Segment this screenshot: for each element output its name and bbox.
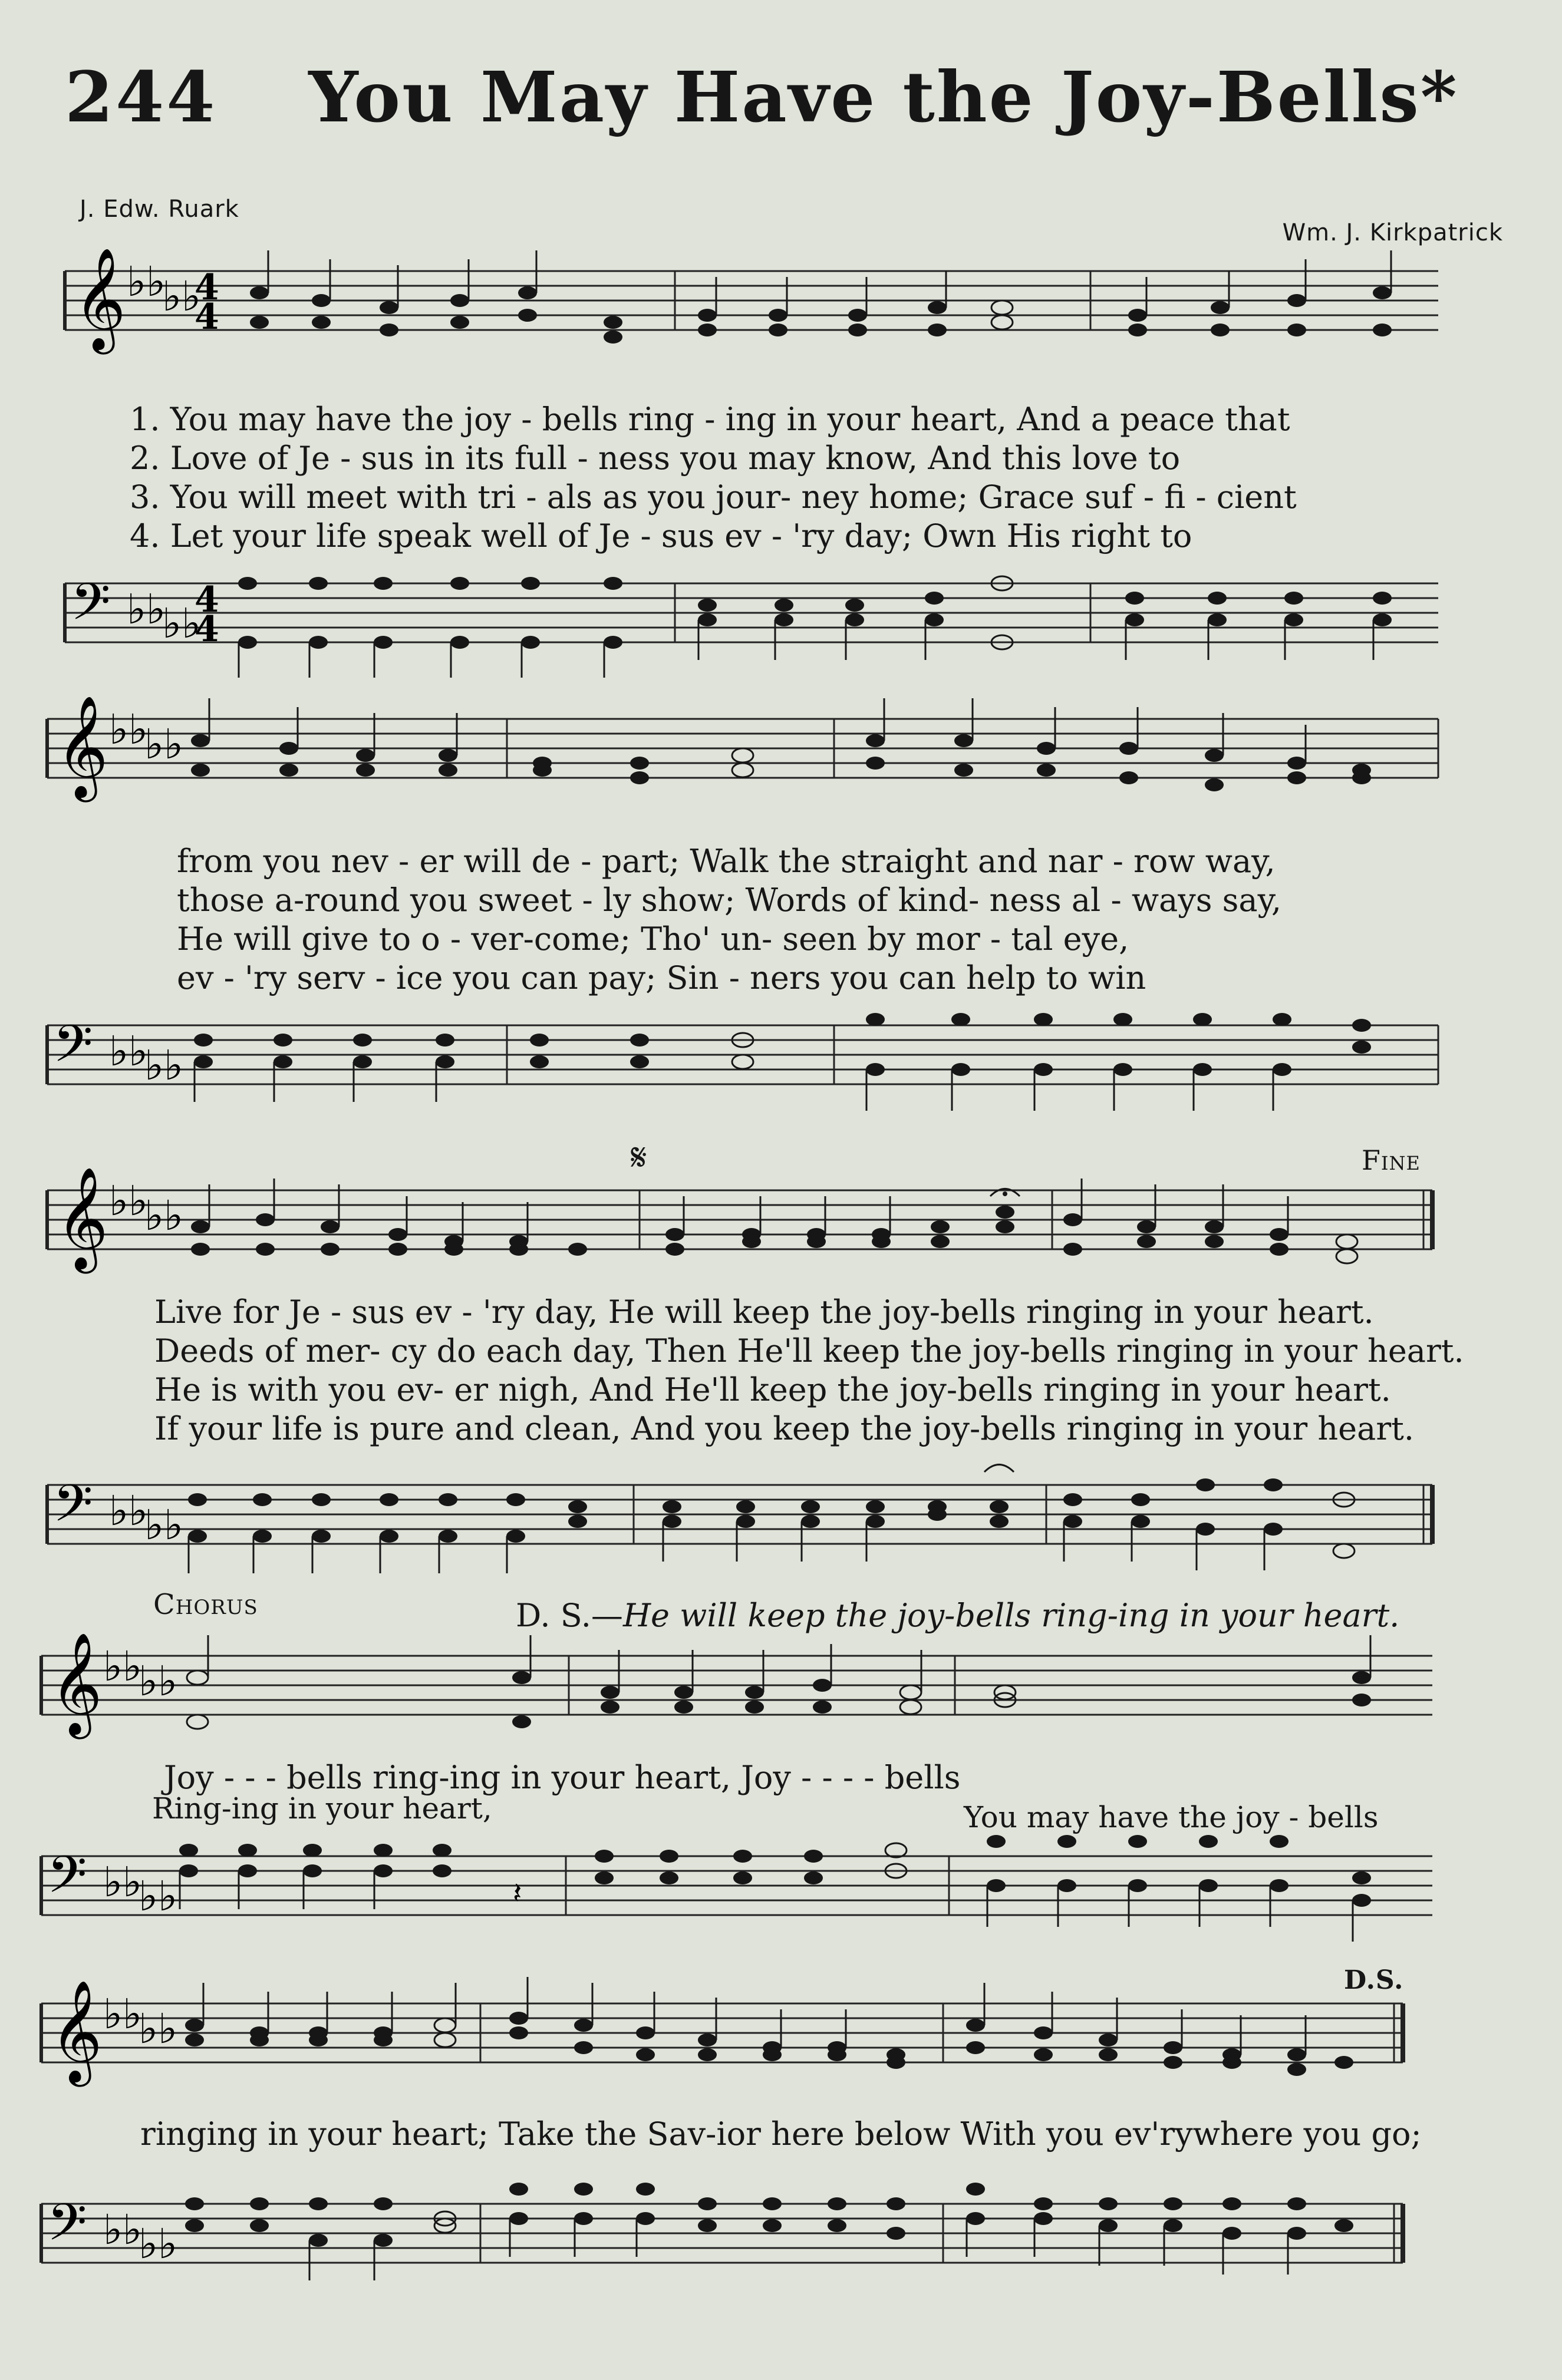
chorus-system-1-treble-staff xyxy=(0,1632,1562,1762)
lyric-text: You may have the joy - bells ring - ing in your heart, And a peace that xyxy=(170,401,1290,438)
chorus-line-1-soprano: Joy - - - bells ring-ing in your heart, Joy - - - - bells xyxy=(164,1759,961,1796)
svg-text:𝄢: 𝄢 xyxy=(47,1845,87,1917)
svg-text:𝄞: 𝄞 xyxy=(56,695,108,798)
system-3-bass-staff xyxy=(0,1473,1562,1591)
svg-text:𝄢: 𝄢 xyxy=(53,1474,93,1546)
svg-text:♭♭: ♭♭ xyxy=(162,599,202,648)
svg-text:𝄢: 𝄢 xyxy=(47,2193,87,2265)
svg-text:♭♭: ♭♭ xyxy=(103,1990,143,2038)
svg-text:♭♭: ♭♭ xyxy=(144,1191,184,1240)
svg-text:♭♭: ♭♭ xyxy=(109,1487,149,1535)
svg-text:♭♭: ♭♭ xyxy=(139,2220,178,2268)
ds-instruction-label: D. S.— xyxy=(516,1597,623,1634)
verse-4-line-3: If your life is pure and clean, And you keep the joy-bells ringing in your heart. xyxy=(154,1410,1415,1447)
svg-text:♭♭: ♭♭ xyxy=(139,2005,178,2053)
system-2-bass-staff xyxy=(0,1014,1562,1131)
svg-text:♭♭: ♭♭ xyxy=(103,1858,143,1906)
svg-text:♭♭: ♭♭ xyxy=(109,1027,149,1075)
svg-text:4: 4 xyxy=(195,579,219,620)
verse-3-line-2: He will give to o - ver-come; Tho' un- seen by mor - tal eye, xyxy=(177,920,1129,958)
svg-text:♭♭: ♭♭ xyxy=(144,1041,184,1090)
verse-number: 4. xyxy=(130,517,160,554)
chorus-marker: Chorus xyxy=(153,1588,258,1621)
system-1-treble-staff xyxy=(0,247,1562,377)
svg-text:4: 4 xyxy=(195,267,219,308)
hymn-title: You May Have the Joy-Bells* xyxy=(308,56,1459,138)
svg-text:4: 4 xyxy=(195,609,219,650)
lyric-text: Love of Je - sus in its full - ness you may know, And this love to xyxy=(170,440,1181,477)
svg-text:𝄞: 𝄞 xyxy=(74,247,126,350)
chorus-system-1-bass-staff xyxy=(0,1844,1562,1962)
lyricist-credit: J. Edw. Ruark xyxy=(80,196,239,223)
title-row xyxy=(65,56,1459,138)
verse-1-line-3: Live for Je - sus ev - 'ry day, He will keep the joy-bells ringing in your heart. xyxy=(154,1293,1374,1331)
verse-4-line-1 xyxy=(130,517,1192,554)
chorus-line-2: ringing in your heart; Take the Sav-ior here below With you ev'rywhere you go; xyxy=(140,2115,1422,2153)
ds-instruction-text: He will keep the joy-bells ring-ing in your heart. xyxy=(622,1597,1400,1634)
composer-credit: Wm. J. Kirkpatrick xyxy=(1282,219,1503,246)
verse-number: 2. xyxy=(130,440,160,477)
verse-2-line-3: Deeds of mer- cy do each day, Then He'll keep the joy-bells ringing in your heart. xyxy=(154,1332,1464,1369)
verse-3-line-1 xyxy=(130,478,1297,516)
svg-text:♭♭: ♭♭ xyxy=(109,705,149,754)
verse-number: 1. xyxy=(130,401,160,438)
chorus-echo-b: You may have the joy - bells xyxy=(964,1800,1379,1834)
lyric-text: You will meet with tri - als as you jour- ney home; Grace suf - fi - cient xyxy=(170,478,1297,516)
verse-4-line-2: ev - 'ry serv - ice you can pay; Sin - ners you can help to win xyxy=(177,959,1146,996)
svg-text:♭♭: ♭♭ xyxy=(127,585,166,633)
verse-3-line-3: He is with you ev- er nigh, And He'll keep the joy-bells ringing in your heart. xyxy=(154,1371,1391,1408)
verse-1-line-1 xyxy=(130,401,1290,438)
svg-text:♭♭: ♭♭ xyxy=(162,272,202,321)
verse-2-line-2: those a-round you sweet - ly show; Words of kind- ness al - ways say, xyxy=(177,882,1282,919)
svg-text:♭♭: ♭♭ xyxy=(109,1177,149,1225)
fine-marker: Fine xyxy=(1362,1144,1421,1176)
verse-number: 3. xyxy=(130,478,160,516)
segno-sign: 𝄋 xyxy=(631,1136,648,1180)
svg-text:𝄽: 𝄽 xyxy=(513,1876,522,1910)
svg-text:𝄞: 𝄞 xyxy=(50,1632,103,1735)
svg-text:♭♭: ♭♭ xyxy=(127,258,166,306)
system-2-treble-staff xyxy=(0,695,1562,825)
svg-text:♭♭: ♭♭ xyxy=(103,2206,143,2254)
hymn-number: 244 xyxy=(65,56,218,138)
verse-2-line-1 xyxy=(130,440,1180,477)
svg-text:♭♭: ♭♭ xyxy=(103,1642,143,1691)
svg-text:𝄞: 𝄞 xyxy=(50,1980,103,2082)
lyric-text: Let your life speak well of Je - sus ev - 'ry day; Own His right to xyxy=(170,517,1192,554)
svg-text:♭♭: ♭♭ xyxy=(144,1501,184,1549)
system-3-treble-staff xyxy=(0,1167,1562,1296)
chorus-system-2-bass-staff xyxy=(0,2192,1562,2310)
svg-text:4: 4 xyxy=(195,296,219,338)
svg-text:♭♭: ♭♭ xyxy=(139,1872,178,1920)
chorus-echo-a: Ring-ing in your heart, xyxy=(152,1791,492,1826)
svg-text:♭♭: ♭♭ xyxy=(144,720,184,768)
ds-marker: D.S. xyxy=(1344,1965,1404,1995)
verse-1-line-2: from you nev - er will de - part; Walk the straight and nar - row way, xyxy=(177,843,1276,880)
svg-text:𝄞: 𝄞 xyxy=(56,1167,108,1269)
svg-text:𝄢: 𝄢 xyxy=(71,572,111,644)
system-1-bass-staff xyxy=(0,572,1562,689)
svg-text:♭♭: ♭♭ xyxy=(139,1657,178,1705)
ds-instruction xyxy=(516,1597,1399,1634)
svg-text:𝄢: 𝄢 xyxy=(53,1014,93,1086)
